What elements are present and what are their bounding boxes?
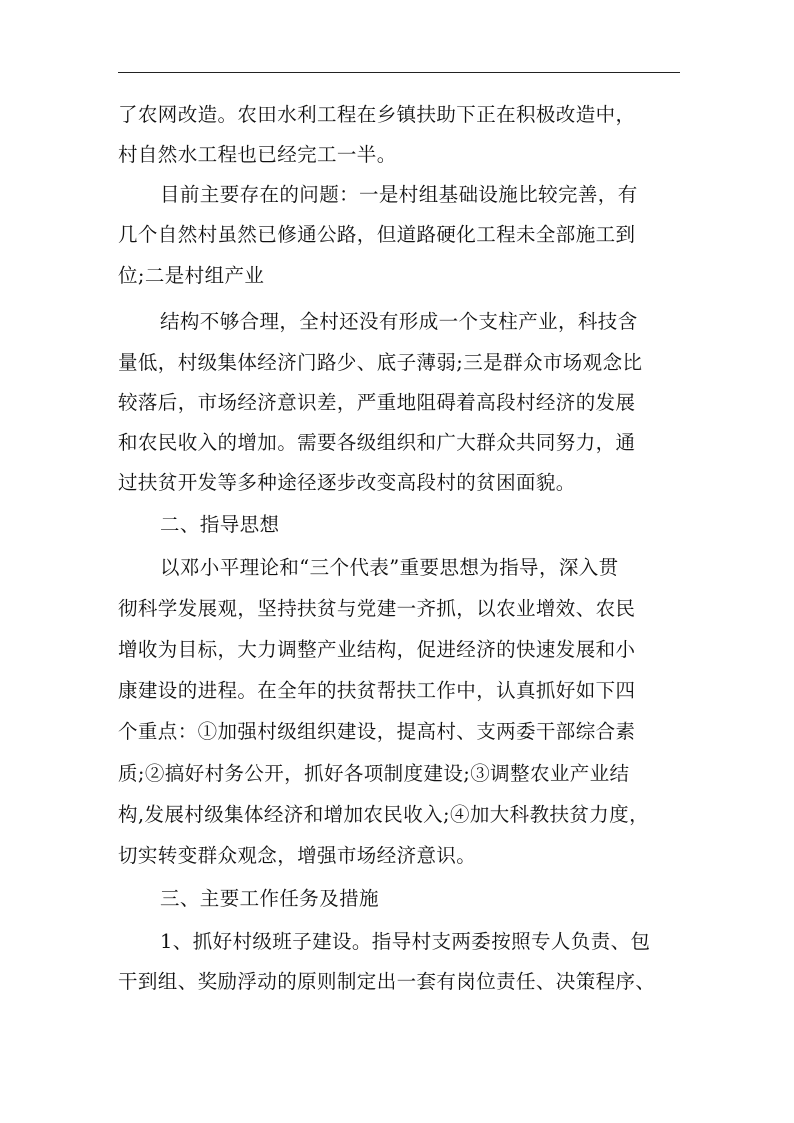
text-line: 质;②搞好村务公开，抓好各项制度建设;③调整农业产业结 [118,762,630,785]
paragraph-first-line: 结构不够合理，全村还没有形成一个支柱产业，科技含 [160,310,638,333]
section-heading: 三、主要工作任务及措施 [160,887,379,910]
text-line: 位;二是村组产业 [118,264,265,287]
text-line: 增收为目标，大力调整产业结构，促进经济的快速发展和小 [118,638,636,661]
text-line: 量低，村级集体经济门路少、底子薄弱;三是群众市场观念比 [118,351,643,374]
text-line: 干到组、奖励浮动的原则制定出一套有岗位责任、决策程序、 [118,970,656,993]
text-line: 较落后，市场经济意识差，严重地阻碍着高段村经济的发展 [118,391,636,414]
text-line: 构,发展村级集体经济和增加农民收入;④加大科教扶贫力度， [118,803,649,826]
header-rule [118,72,680,73]
text-line: 过扶贫开发等多种途径逐步改变高段村的贫困面貌。 [118,471,576,494]
text-line: 几个自然村虽然已修通公路，但道路硬化工程未全部施工到 [118,223,636,246]
text-line: 和农民收入的增加。需要各级组织和广大群众共同努力，通 [118,431,636,454]
paragraph-first-line: 以邓小平理论和“三个代表”重要思想为指导，深入贯 [160,556,619,579]
paragraph-first-line: 1、抓好村级班子建设。指导村支两委按照专人负责、包 [160,930,651,953]
text-line: 切实转变群众观念，增强市场经济意识。 [118,844,477,867]
section-heading: 二、指导思想 [160,513,280,536]
text-line: 康建设的进程。在全年的扶贫帮扶工作中，认真抓好如下四 [118,679,636,702]
paragraph-first-line: 目前主要存在的问题：一是村组基础设施比较完善，有 [160,183,638,206]
text-line: 彻科学发展观，坚持扶贫与党建一齐抓，以农业增效、农民 [118,597,636,620]
text-line: 了农网改造。农田水利工程在乡镇扶助下正在积极改造中， [118,103,636,126]
text-line: 村自然水工程也已经完工一半。 [118,143,397,166]
text-line: 个重点：①加强村级组织建设，提高村、支两委干部综合素 [118,720,636,743]
